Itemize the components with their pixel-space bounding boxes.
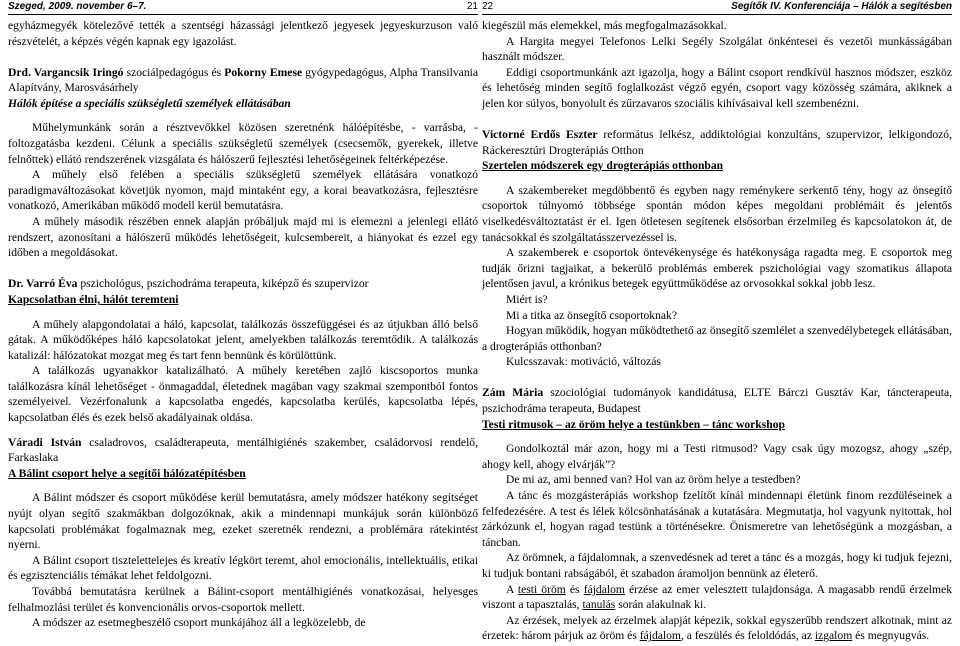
section-1-paragraph: Műhelymunkánk során a résztvevőkkel közösen szeretnénk hálóépítésbe, - varrásba, -foltozgatásba kezdeni. Célunk a speciális szükségletű személyek (csecsemők, gyerekek, illetve felnőttek) ellátó rendszerének vizsgálata és hálószerű fejlesztési lehetőségeinek feltérképezése. xyxy=(8,121,478,166)
section-3-paragraph: Továbbá bemutatásra kerülnek a Bálint-csoport mentálhigiénés vonatkozásai, helyesges felhalmozlási terület és konvencionális orvos-csoportok mellett. xyxy=(8,585,478,614)
section-4-paragraph: A szakembereket megdöbbentő és egyben nagy reménykere serkentő tény, hogy az önsegítő csoportok túlnyomó többsége spontán módon képes megoldani problémáit és jelentős viselkedésváltoztatást ér el. Igen ötletesen segítenek elsősorban érzelmileg és kapcsolatokon át, de tanácsokkal és szolgáltatásszervezéssel is. xyxy=(482,183,952,244)
intro-paragraph: egyházmegyék kötelezővé tették a szentségi házassági jelentkező jegyesek jegyeskurzuson való részvételét, a képzés végén kapnak egy igazolást. xyxy=(8,19,478,48)
section-1-paragraph: A műhely első felében a speciális szükségletű személyek ellátására vonatkozó paradigmaváltozásokat követjük nyomon, majd mintaként egy, a korai beavatkozásra, fejlesztésre vonatkozó, Amerikában működő modell kerül bemutatásra. xyxy=(8,168,478,213)
section-5-paragraph: Az örömnek, a fájdalomnak, a szenvedésnek ad teret a tánc és a mozgás, hogy ki tudjuk fejezni, ki tudjuk bontani rabságából, ét szabadon áramoljon bennünk az életerő. xyxy=(482,551,952,580)
right-page-number: 22 xyxy=(482,1,494,12)
section-2-author: Dr. Varró Éva xyxy=(8,277,78,291)
section-5-paragraph: A testi öröm és fájdalom érzése az emer velesztett tulajdonsága. A magasabb rendű érzelmek viszont a tapasztalás, tanulás során alakulnak ki. xyxy=(482,582,952,612)
section-3-title: A Bálint csoport helye a segítői hálózatépítésben xyxy=(8,466,246,480)
section-3-paragraph: A Bálint csoport tisztelettelejes és kreatív légkört teremt, ahol emocionális, intellektuális, etikai és egzisztenciális témákat lehet feldolgozni. xyxy=(8,553,478,583)
continued-paragraph: Eddigi csoportmunkánk azt igazolja, hogy a Bálint csoport rendkívül hasznos módszer, eszköz és lehetőség minden segítő foglalkozást végző egyén, csoport vagy közösség számára, akiknek a jelen kor súlyos, bonyolult és zűrzavaros szociális kihívásaival kell szembenézni. xyxy=(482,65,952,110)
section-3-byline: Váradi István csaladrovos, családterapeuta, mentálhigiénés szakember, családorvosi rendelő, Farkaslaka xyxy=(8,435,478,465)
section-5-title: Testi ritmusok – az öröm helye a testünkben – tánc workshop xyxy=(482,417,785,431)
section-5-paragraph: A tánc és mozgásterápiás workshop fzelítőt kínál mindennapi életünk finom rezdüléseinek a felfedezésére. A test és lélek kölcsönhatásának a kutatására. Megmutatja, hol vagyunk nyitottak, hol zárkózunk el, hogyan ragad testünk a történésekre. Önismeretre van lehetőségünk a mozgásban, a táncban. xyxy=(482,489,952,549)
section-2-title: Kapcsolatban élni, hálót teremteni xyxy=(8,292,179,306)
section-3-author: Váradi István xyxy=(8,435,82,449)
section-4-title: Szertelen módszerek egy drogterápiás otthonban xyxy=(482,159,724,173)
left-header-title: Szeged, 2009. november 6–7. xyxy=(8,1,147,12)
right-page-body xyxy=(482,18,952,644)
section-4-question: Mi a titka az önsegítő csoportoknak? xyxy=(506,308,677,322)
right-running-header xyxy=(482,0,952,15)
right-page xyxy=(482,0,952,646)
section-1-author-2: Pokorny Emese xyxy=(224,65,303,79)
section-5-author: Zám Mária xyxy=(482,386,544,400)
section-4-question: Miért is? xyxy=(506,293,548,306)
section-1-paragraph: A műhely második részében ennek alapján próbáljuk majd mi is elemezni a jelenlegi ellátó rendszert, azonosítani a hálószerű működés lehetőségeit, kulcsembereit, a hiányokat és ezzel egy időben a megoldásokat. xyxy=(8,215,478,260)
section-5-paragraph: De mi az, ami benned van? Hol van az öröm helye a testedben? xyxy=(506,473,801,487)
left-page-body xyxy=(8,18,478,631)
section-4-author: Victorné Erdős Eszter xyxy=(482,128,598,142)
section-5-paragraph: Az érzések, melyek az érzelmek alapját képezik, sokkal egyszerűbb rendszert alkotnak, mint az érzetek: három párjuk az öröm és fájdalom, a feszülés és feloldódás, az izgalom és megnyugvás. xyxy=(482,613,952,643)
section-4-paragraph: A szakemberek e csoportok öntevékenysége és hatékonysága ragadta meg. E csoportok meg tudják őrizni tagjaikat, a bekerülő problémás emberek pszichológiai vagy szomatikus állapota jelentősen javul, a krónikus betegek együttműködése az orvosokkal sokkal jobb lesz. xyxy=(482,246,952,291)
section-5-paragraph: Gondolkoztál már azon, hogy mi a Testi ritmusod? Vagy csak úgy mozogsz, ahogy „szép, ahogy kell, ahogy elvárják”? xyxy=(482,442,952,471)
left-page xyxy=(8,0,478,646)
section-3-paragraph: A módszer az esetmegbeszélő csoport munkájához áll a legközelebb, de xyxy=(32,616,366,630)
section-1-title: Hálók építése a speciális szükségletű személyek ellátásában xyxy=(8,96,291,110)
continued-paragraph: A Hargita megyei Telefonos Lelki Segély Szolgálat önkéntesei és vezetői munkásságában használt módszer. xyxy=(482,34,952,64)
continued-paragraph: kiegészül más elemekkel, más megfogalmazásokkal. xyxy=(482,19,727,32)
left-page-number: 21 xyxy=(466,1,478,12)
section-1-author-1: Vargancsik Iringó xyxy=(33,65,124,79)
section-4-byline: Victorné Erdős Eszter református lelkész, addiktológiai konzultáns, szupervizor, lelkigondozó, Ráckeresztúri Drogterápiás Otthon xyxy=(482,128,952,157)
section-1-byline: Drd. Vargancsik Iringó szociálpedagógus és Pokorny Emese gyógypedagógus, Alpha Transilvania Alapítvány, Marosvásárhely xyxy=(8,65,478,95)
right-header-title: Segítők IV. Konferenciája – Hálók a segítésben xyxy=(731,1,952,12)
left-running-header xyxy=(8,0,478,15)
section-4-question: Hogyan működik, hogyan működtethető az önsegítő szemlélet a szenvedélybetegek ellátásában, a drogterápiás otthonban? xyxy=(482,324,952,353)
section-2-byline: Dr. Varró Éva pszichológus, pszichodráma terapeuta, kiképző és szupervizor xyxy=(8,277,369,291)
section-4-keywords: Kulcsszavak: motiváció, változás xyxy=(506,355,661,369)
section-2-paragraph: A találkozás ugyanakkor katalizálható. A műhely keretében zajló kiscsoportos munka találkozásra kínál lehetőséget - önmagaddal, életednek magában vagy szakmai szempontból fontos személyeivel. Vezérfonalunk a kapcsolatba engedés, kapcsolatba kerülés, kapcsolatba lépés, kapcsolatban élés és ezek belső akadályainak oldása. xyxy=(8,364,478,425)
section-2-paragraph: A műhely alapgondolatai a háló, kapcsolat, találkozás összefüggései és az útjukban álló belső gátak. A működőképes háló kapcsolatokat jelent, amelyekben találkozás teremtődik. A találkozás katalizál: hálózatokat mozgat meg és tart fenn bennünk és körülöttünk. xyxy=(8,317,478,362)
section-5-byline: Zám Mária szociológiai tudományok kandidátusa, ELTE Bárczi Gusztáv Kar, táncterapeuta, pszichodráma terapeuta, Budapest xyxy=(482,386,952,416)
section-3-paragraph: A Bálint módszer és csoport működése kerül bemutatásra, amely módszer hatékony segítséget nyújt olyan segítő szakmákban dolgozóknak, akik a mindennapi munkájuk során különböző kapcsolati problémákat fogalmaznak meg, ezeket szeretnék rendezni, a problémára rátekintést nyerni. xyxy=(8,491,478,552)
